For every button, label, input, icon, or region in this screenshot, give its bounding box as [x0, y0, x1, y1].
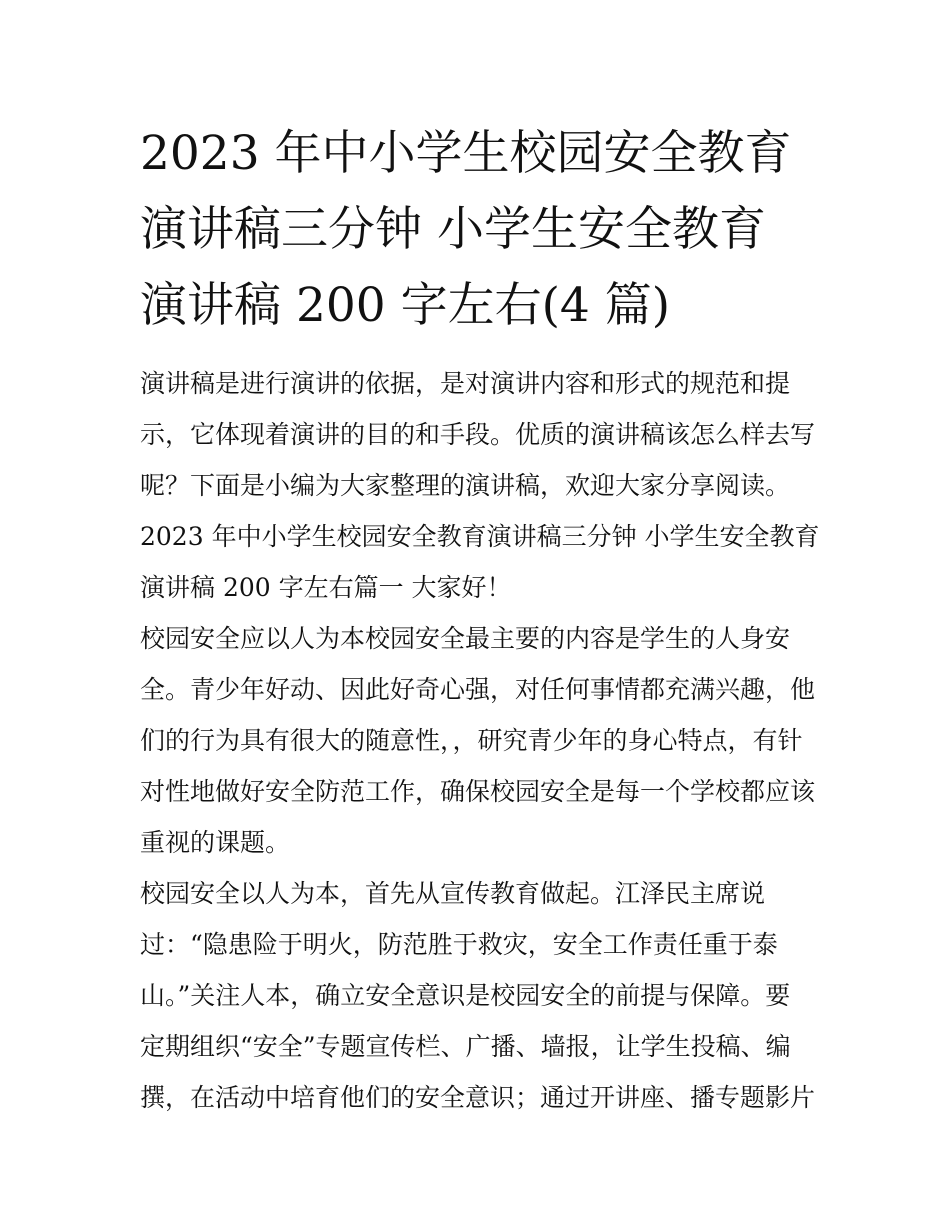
body-line: 们的行为具有很大的随意性，，研究青少年的身心特点，有针	[140, 726, 803, 755]
body-line: 校园安全以人为本，首先从宣传教育做起。江泽民主席说	[140, 879, 766, 908]
title-line: 演讲稿三分钟 小学生安全教育	[140, 202, 766, 257]
title-line: 演讲稿 200 字左右(4 篇)	[140, 278, 671, 333]
body-line: 示，它体现着演讲的目的和手段。优质的演讲稿该怎么样去写	[140, 420, 816, 449]
body-line: 校园安全应以人为本校园安全最主要的内容是学生的人身安	[140, 624, 791, 653]
body-line: 演讲稿 200 字左右篇一 大家好！	[140, 573, 512, 602]
body-line: 全。青少年好动、因此好奇心强，对任何事情都充满兴趣，他	[140, 675, 816, 704]
body-line: 山。”关注人本，确立安全意识是校园安全的前提与保障。要	[140, 981, 791, 1010]
body-line: 重视的课题。	[140, 828, 291, 857]
body-line: 定期组织“安全”专题宣传栏、广播、墙报，让学生投稿、编	[140, 1032, 791, 1061]
document-title	[140, 116, 820, 344]
document-body	[140, 358, 820, 1123]
body-line: 2023 年中小学生校园安全教育演讲稿三分钟 小学生安全教育	[140, 522, 820, 551]
title-line: 2023 年中小学生校园安全教育	[140, 126, 792, 181]
body-line: 过：“隐患险于明火，防范胜于救灾，安全工作责任重于泰	[140, 930, 778, 959]
body-line: 撰，在活动中培育他们的安全意识；通过开讲座、播专题影片	[140, 1083, 816, 1112]
body-line: 呢？下面是小编为大家整理的演讲稿，欢迎大家分享阅读。	[140, 471, 791, 500]
document-content	[140, 116, 820, 1123]
body-line: 演讲稿是进行演讲的依据，是对演讲内容和形式的规范和提	[140, 369, 791, 398]
body-line: 对性地做好安全防范工作，确保校园安全是每一个学校都应该	[140, 777, 816, 806]
